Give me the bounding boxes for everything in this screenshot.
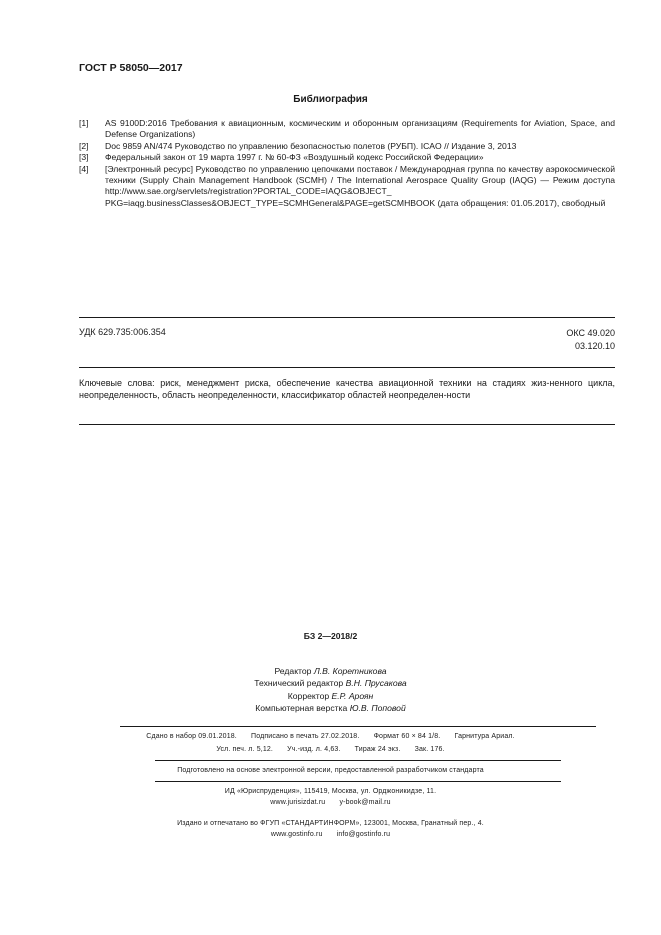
staff-editor (0, 665, 661, 677)
bibliography-item-number: [3] (79, 152, 89, 163)
bibliography-item-number: [2] (79, 140, 89, 151)
prepared-note: Подготовлено на основе электронной версии, предоставленной разработчиком стандарта (177, 767, 484, 774)
imprint-divider-3 (155, 781, 561, 782)
staff-name: Л.В. Коретникова (313, 666, 387, 676)
keywords-text: Ключевые слова: риск, менеджмент риска, обеспечение качества авиационной техники на стадиях жиз-ненного цикла, неопределенность, область неопределенности, классификатор областей неопределен-ности (79, 378, 615, 401)
oks-code (566, 327, 615, 353)
print-sheets: Усл. печ. л. 5,12. (216, 746, 274, 753)
bibliography-item-text: AS 9100D:2016 Требования к авиационным, космическим и оборонным организациям (Requirements for Aviation, Space, and Defense Organizations) (105, 118, 615, 140)
document-id: ГОСТ Р 58050—2017 (79, 62, 183, 74)
paper-format: Формат 60 × 84 1/8. (373, 733, 441, 740)
publisher-2-contacts (0, 831, 661, 838)
bibliography-item (79, 152, 615, 163)
publisher-1-address: ИД «Юриспруденция», 115419, Москва, ул. Орджоникидзе, 11. (224, 788, 437, 795)
classification-divider (79, 367, 615, 368)
staff-name: Ю.В. Поповой (349, 702, 406, 713)
publication-sheets: Уч.-изд. л. 4,63. (287, 746, 341, 753)
signed-date: Подписано в печать 27.02.2018. (251, 733, 360, 740)
bibliography-item-number: [4] (79, 163, 89, 174)
staff-role: Технический редактор (254, 678, 344, 689)
editorial-staff (0, 665, 661, 714)
staff-tech-editor (0, 677, 661, 689)
bibliography-item (79, 118, 615, 141)
publisher-1-website[interactable]: www.jurisizdat.ru (270, 799, 326, 806)
keywords-divider (79, 424, 615, 425)
staff-layout (0, 702, 661, 714)
bibliography-item-text: Федеральный закон от 19 марта 1997 г. № 60-ФЗ «Воздушный кодекс Российской Федерации» (105, 152, 484, 163)
print-run: Тираж 24 экз. (354, 746, 401, 753)
staff-name: В.Н. Прусакова (345, 678, 407, 689)
print-details-line-2 (0, 746, 661, 753)
order-number: Зак. 176. (414, 746, 445, 753)
staff-role: Компьютерная верстка (255, 702, 348, 713)
bibliography-item-number: [1] (79, 118, 89, 128)
bibliography-item (79, 141, 615, 152)
staff-role: Редактор (274, 666, 312, 676)
staff-name: Е.Р. Ароян (331, 690, 374, 701)
publisher-2-website[interactable]: www.gostinfo.ru (270, 831, 323, 838)
bibliography-title: Библиография (293, 94, 368, 105)
bibliography-item (79, 164, 615, 210)
publisher-1-email[interactable]: y-book@mail.ru (339, 799, 391, 806)
oks-line-1: ОКС 49.020 (566, 328, 615, 338)
typeface: Гарнитура Ариал. (454, 733, 515, 740)
bz-number: БЗ 2—2018/2 (303, 631, 358, 641)
imprint-divider-2 (155, 760, 561, 761)
bibliography-list (79, 118, 615, 209)
bibliography-item-text: [Электронный ресурс] Руководство по управлению цепочками поставок / Международная группа по качеству аэрокосмической техники (Supply Chain Management Handbook (SCMH) / The International Aerospace Quality Group (IAQG) — Режим доступа http://www.sae.org/servlets/registration?PORTAL_CODE=IAQG&OBJECT_ PKG=iaqg.businessClasses&OBJECT_TYPE=SCMHGeneral&PAGE=getSCMHBOOK (дата обращения: 01.05.2017), свободный (105, 163, 615, 208)
bibliography-item-text: Doc 9859 AN/474 Руководство по управлению безопасностью полетов (РУБП). ICAO // Издание 3, 2013 (105, 140, 517, 151)
publisher-2-address: Издано и отпечатано во ФГУП «СТАНДАРТИНФОРМ», 123001, Москва, Гранатный пер., 4. (177, 820, 484, 827)
submitted-date: Сдано в набор 09.01.2018. (146, 733, 237, 740)
publisher-1-contacts (0, 799, 661, 806)
oks-line-2: 03.120.10 (574, 341, 615, 351)
imprint-divider-1 (120, 726, 596, 727)
staff-proofreader (0, 690, 661, 702)
print-details-line-1 (0, 733, 661, 740)
staff-role: Корректор (287, 690, 330, 701)
publisher-2-email[interactable]: info@gostinfo.ru (336, 831, 391, 838)
top-divider (79, 317, 615, 318)
udk-code: УДК 629.735:006.354 (79, 327, 166, 337)
